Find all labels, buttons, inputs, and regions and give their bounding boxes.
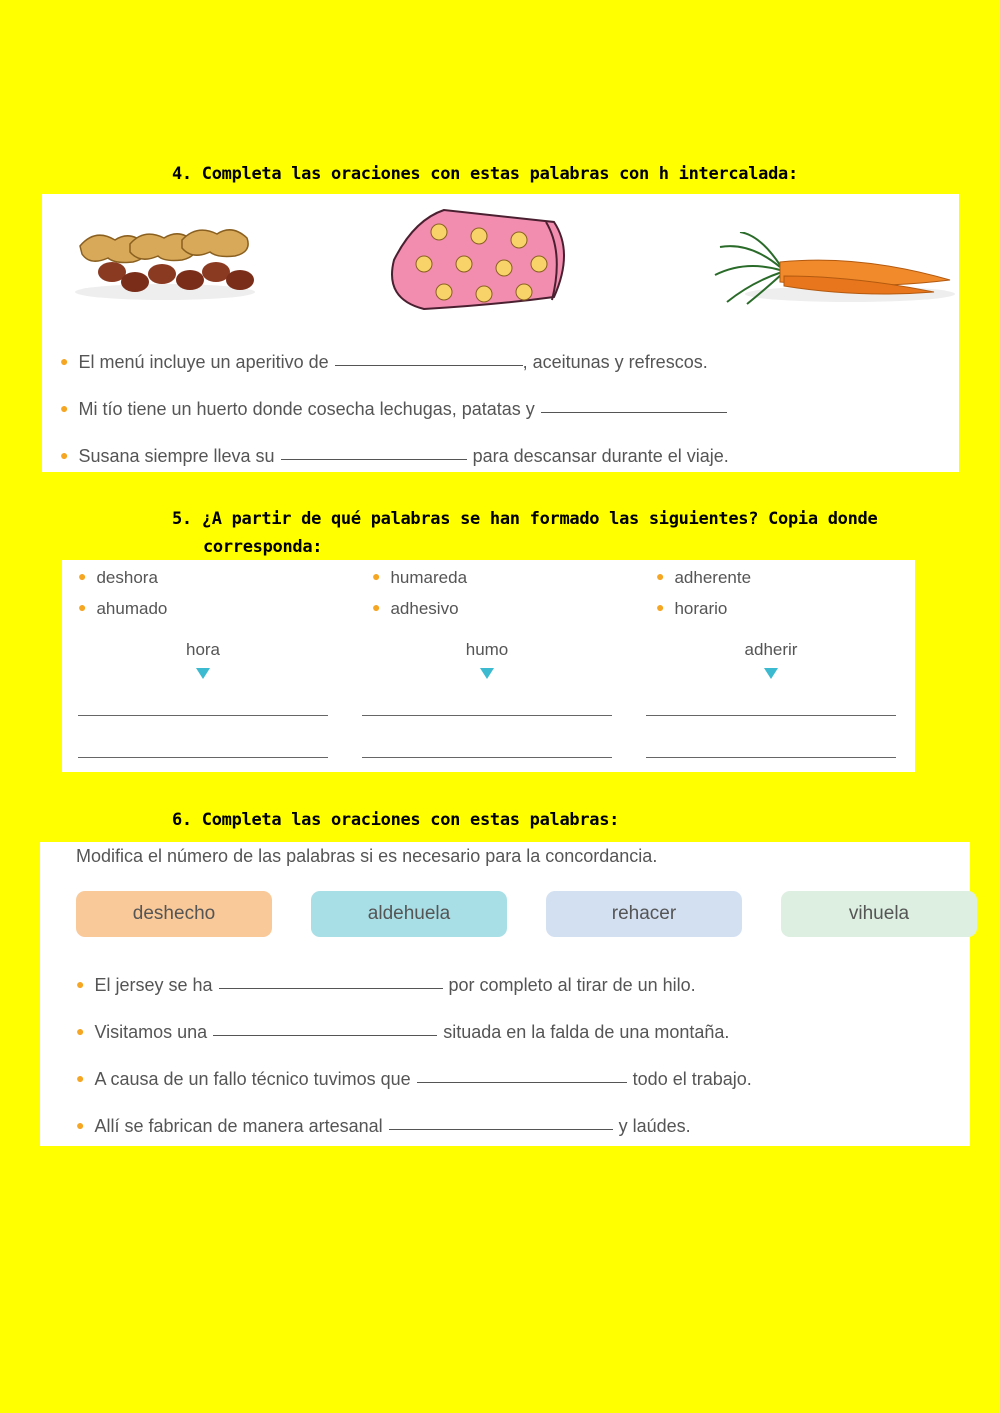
answer-blank[interactable] (335, 364, 523, 366)
word-item (372, 599, 459, 619)
q4-title: 4. Completa las oraciones con estas palabras con h intercalada: (172, 164, 798, 184)
chip-rehacer (546, 891, 742, 937)
answer-line[interactable] (362, 715, 612, 716)
peanut-shell-3 (182, 230, 248, 257)
arrow-down-icon (480, 668, 494, 679)
bullet-icon: ● (78, 599, 87, 615)
sentence-text: Susana siempre lleva su (78, 446, 275, 466)
answer-line[interactable] (78, 715, 328, 716)
answer-blank[interactable] (389, 1128, 613, 1130)
column-header-adherir: adherir (744, 640, 798, 659)
answer-blank[interactable] (219, 987, 443, 989)
q4-sentence-1 (60, 352, 708, 373)
q5-title (172, 505, 877, 561)
chip-label: aldehuela (367, 903, 451, 924)
word-item (656, 599, 727, 619)
bullet-icon: ● (656, 599, 665, 615)
word-item (656, 568, 751, 588)
sentence-text: para descansar durante el viaje. (472, 446, 729, 466)
word-text: adhesivo (390, 599, 459, 618)
bullet-icon: ● (76, 1117, 85, 1133)
bullet-icon: ● (60, 400, 69, 416)
bullet-icon: ● (60, 353, 69, 369)
answer-blank[interactable] (281, 458, 467, 460)
answer-line[interactable] (78, 757, 328, 758)
q4-sentence-3 (60, 446, 729, 467)
sentence-text: El jersey se ha (94, 975, 213, 995)
column-header-hora: hora (185, 640, 221, 659)
bullet-icon: ● (656, 568, 665, 584)
answer-blank[interactable] (417, 1081, 627, 1083)
q5-panel (62, 560, 915, 772)
bullet-icon: ● (60, 447, 69, 463)
answer-blank[interactable] (213, 1034, 437, 1036)
sentence-text: El menú incluye un aperitivo de (78, 352, 329, 372)
chip-aldehuela (311, 891, 507, 937)
q6-sentence-1 (76, 975, 696, 996)
bullet-icon: ● (76, 1023, 85, 1039)
column-header-humo: humo (465, 640, 509, 659)
pillow-image (374, 202, 574, 312)
word-item (78, 568, 158, 588)
sentence-text: , aceitunas y refrescos. (522, 352, 708, 372)
carrots-image (710, 232, 960, 307)
q6-panel (40, 842, 970, 1146)
sentence-text: A causa de un fallo técnico tuvimos que (94, 1069, 411, 1089)
bullet-icon: ● (76, 976, 85, 992)
chip-vihuela (781, 891, 977, 937)
peanuts-image (70, 224, 260, 304)
q4-panel (42, 194, 959, 472)
answer-line[interactable] (362, 757, 612, 758)
word-item (372, 568, 467, 588)
chip-label: rehacer (611, 903, 677, 924)
chip-label: deshecho (132, 903, 216, 924)
bullet-icon: ● (78, 568, 87, 584)
bullet-icon: ● (76, 1070, 85, 1086)
q6-sentence-4 (76, 1116, 691, 1137)
sentence-text: Mi tío tiene un huerto donde cosecha lechugas, patatas y (78, 399, 535, 419)
word-item (78, 599, 167, 619)
sentence-text: y laúdes. (618, 1116, 691, 1136)
answer-blank[interactable] (541, 411, 727, 413)
word-text: horario (674, 599, 728, 618)
q6-title: 6. Completa las oraciones con estas palabras: (172, 810, 620, 830)
sentence-text: Allí se fabrican de manera artesanal (94, 1116, 383, 1136)
q5-title-line-1: 5. ¿A partir de qué palabras se han formado las siguientes? Copia donde (172, 509, 878, 529)
sentence-text: por completo al tirar de un hilo. (448, 975, 696, 995)
arrow-down-icon (196, 668, 210, 679)
q4-sentence-2 (60, 399, 733, 420)
word-text: humareda (390, 568, 468, 587)
chip-label: vihuela (848, 903, 910, 924)
q6-sentence-2 (76, 1022, 729, 1043)
answer-line[interactable] (646, 757, 896, 758)
sentence-text: situada en la falda de una montaña. (443, 1022, 730, 1042)
word-text: ahumado (96, 599, 168, 618)
bullet-icon: ● (372, 568, 381, 584)
q6-sentence-3 (76, 1069, 752, 1090)
arrow-down-icon (764, 668, 778, 679)
q5-title-line-2: corresponda: (203, 537, 323, 557)
sentence-text: Visitamos una (94, 1022, 208, 1042)
chip-deshecho (76, 891, 272, 937)
answer-line[interactable] (646, 715, 896, 716)
bullet-icon: ● (372, 599, 381, 615)
word-text: adherente (674, 568, 752, 587)
sentence-text: todo el trabajo. (632, 1069, 752, 1089)
q6-instruction: Modifica el número de las palabras si es necesario para la concordancia. (76, 846, 658, 866)
word-text: deshora (96, 568, 158, 587)
